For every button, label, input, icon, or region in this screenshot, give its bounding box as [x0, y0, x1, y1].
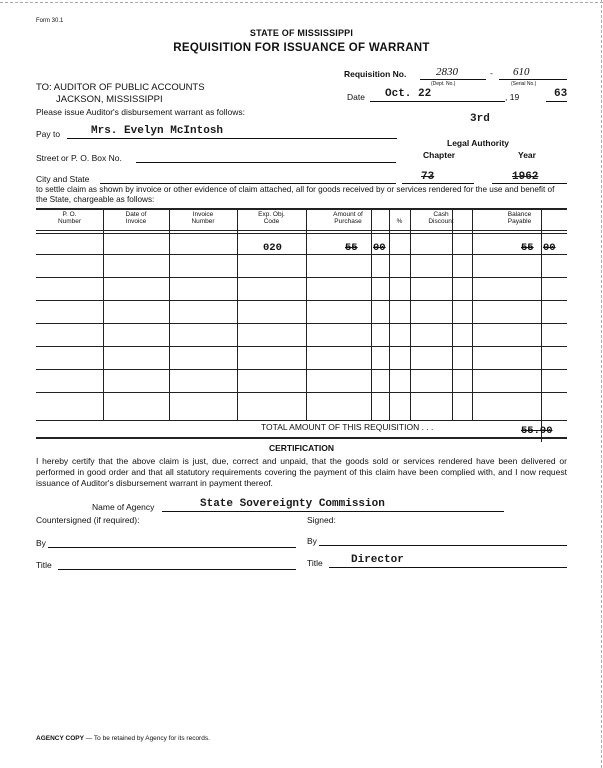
col-divider	[410, 208, 411, 420]
row-rule	[36, 346, 567, 347]
chapter-line	[402, 183, 474, 184]
date-line	[370, 101, 505, 102]
row1-balance-dollars: 55	[521, 242, 534, 254]
col-divider	[541, 208, 542, 442]
signed-title-value: Director	[351, 554, 404, 566]
col-divider	[103, 208, 104, 420]
street-label: Street or P. O. Box No.	[36, 153, 122, 163]
header-exp-obj-code: Exp. Obj. Code	[258, 211, 285, 225]
row-rule	[36, 323, 567, 324]
legal-authority-extra: 3rd	[470, 113, 490, 125]
agency-line	[162, 511, 504, 512]
requisition-label: Requisition No.	[344, 69, 407, 79]
certification-title: CERTIFICATION	[268, 443, 334, 453]
legal-authority-label: Legal Authority	[447, 138, 510, 148]
legal-year-value: 1962	[512, 171, 539, 183]
table-bottom-rule	[36, 420, 567, 421]
page-border-right	[601, 0, 602, 768]
row1-balance-cents: 00	[543, 242, 556, 254]
total-label: TOTAL AMOUNT OF THIS REQUISITION . . .	[261, 422, 434, 432]
row1-amount-dollars: 55	[345, 242, 358, 254]
header-percent: %	[396, 218, 403, 225]
col-divider	[472, 208, 473, 420]
row-rule	[36, 369, 567, 370]
row-rule	[36, 300, 567, 301]
certification-text: I hereby certify that the above claim is just, due, correct and unpaid, that the goods sold or services rendered have been delivered or performed in good order and that all statutory requirements covering the payment of this claim have been complied with, and I now request issuance of Auditor's disbursement warrant in payment thereof.	[36, 456, 567, 488]
footer-text: — To be retained by Agency for its records.	[83, 735, 210, 742]
header-po-number: P. O. Number	[57, 211, 82, 225]
settle-text: to settle claim as shown by invoice or other evidence of claim attached, all for goods received by or services rendered for the use and benefit of the State, chargeable as follows:	[36, 185, 555, 204]
serial-no-value: 610	[513, 66, 530, 78]
col-divider	[371, 208, 372, 420]
header-cash-discount: Cash Discount	[428, 211, 454, 225]
form-number: Form 30.1	[36, 18, 64, 24]
year-value: 63	[554, 88, 568, 100]
row1-amount-cents: 00	[373, 242, 386, 254]
signed-title-label: Title	[307, 558, 323, 568]
agency-value: State Sovereignty Commission	[200, 498, 385, 510]
req-separator: -	[490, 68, 493, 78]
year-line	[546, 101, 567, 102]
serial-no-caption: (Serial No.)	[511, 81, 537, 87]
dept-no-caption: (Dept. No.)	[431, 81, 456, 87]
total-rule	[36, 437, 567, 439]
dept-no-value: 2830	[436, 66, 458, 78]
to-line2: JACKSON, MISSISSIPPI	[56, 94, 163, 105]
footer-bold: AGENCY COPY	[36, 735, 84, 742]
table-top-rule	[36, 208, 567, 210]
col-divider	[237, 208, 238, 420]
header-amount: Amount of Purchase	[333, 211, 363, 225]
header-invoice-date: Date of Invoice	[125, 211, 147, 225]
pay-to-value: Mrs. Evelyn McIntosh	[91, 125, 224, 137]
pay-to-label: Pay to	[36, 129, 61, 139]
col-divider	[169, 208, 170, 420]
signed-title-line	[329, 567, 567, 568]
instruction-text: Please issue Auditor's disbursement warrant as follows:	[36, 107, 246, 117]
city-label: City and State	[36, 174, 90, 184]
page-border-top	[0, 2, 603, 3]
form-title: REQUISITION FOR ISSUANCE OF WARRANT	[173, 42, 430, 54]
row-rule	[36, 254, 567, 255]
legal-year-line	[492, 183, 567, 184]
countersigned-by-line	[48, 547, 296, 548]
countersigned-title-label: Title	[36, 560, 52, 570]
col-divider	[389, 208, 390, 420]
signed-by-line	[319, 545, 567, 546]
agency-label: Name of Agency	[92, 502, 155, 512]
chapter-value: 73	[421, 171, 435, 183]
row-rule	[36, 277, 567, 278]
col-divider	[306, 208, 307, 420]
table-header-rule	[36, 230, 567, 231]
footer-note	[36, 735, 210, 742]
header-invoice-number: Invoice Number	[191, 211, 215, 225]
year-label: Year	[518, 150, 536, 160]
date-label: Date	[347, 92, 365, 102]
col-divider	[452, 208, 453, 420]
signed-by-label: By	[307, 536, 317, 546]
total-value: 55.00	[521, 425, 553, 437]
signed-label: Signed:	[307, 515, 336, 525]
charges-table	[36, 208, 567, 442]
row-rule	[36, 392, 567, 393]
chapter-label: Chapter	[423, 150, 456, 160]
pay-to-line	[67, 138, 397, 139]
table-header-rule-2	[36, 233, 567, 234]
countersigned-by-label: By	[36, 538, 46, 548]
year-prefix: , 19	[505, 92, 520, 102]
state-heading: STATE OF MISSISSIPPI	[249, 28, 354, 38]
row1-exp-obj: 020	[263, 242, 282, 254]
dept-no-line	[420, 79, 486, 80]
countersigned-label: Countersigned (if required):	[36, 515, 140, 525]
to-line1: TO: AUDITOR OF PUBLIC ACCOUNTS	[36, 82, 205, 93]
date-value: Oct. 22	[385, 88, 432, 100]
header-balance-payable: Balance Payable	[507, 211, 532, 225]
street-line	[136, 162, 396, 163]
serial-no-line	[499, 79, 567, 80]
countersigned-title-line	[58, 569, 296, 570]
city-line	[100, 183, 396, 184]
